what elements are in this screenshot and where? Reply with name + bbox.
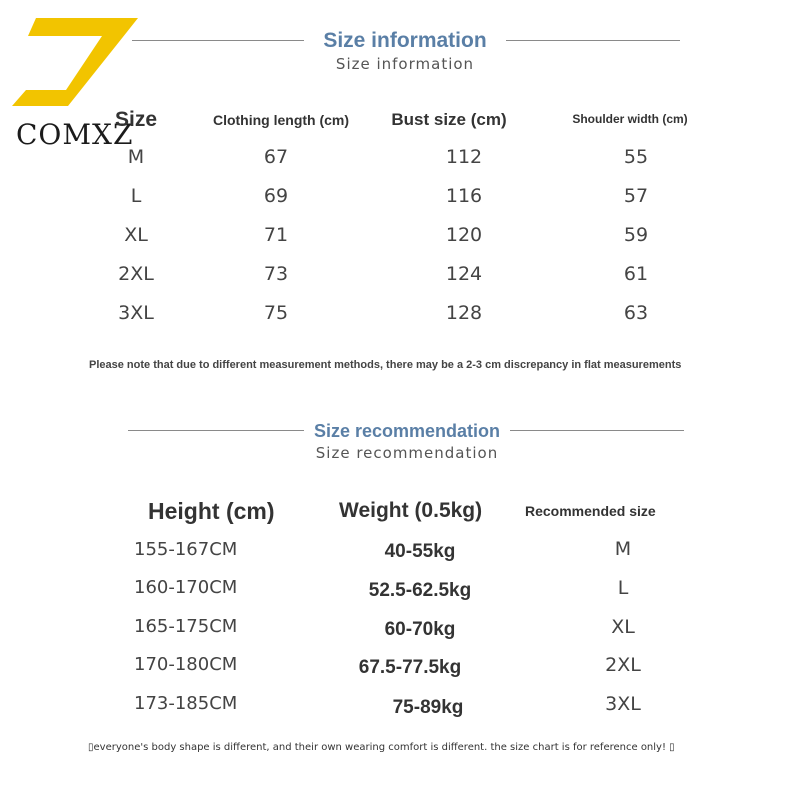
header-size: Size <box>114 108 158 131</box>
table-cell: M <box>614 538 632 560</box>
table-cell: 57 <box>623 185 649 207</box>
header-weight: Weight (0.5kg) <box>339 499 483 522</box>
table-cell: 165-175CM <box>134 616 238 637</box>
table-cell: 160-170CM <box>134 577 238 598</box>
table-cell: 124 <box>445 263 483 285</box>
section-divider-left <box>128 430 304 431</box>
section-divider-right <box>506 40 680 41</box>
header-bust-size: Bust size (cm) <box>391 110 507 129</box>
table-cell: 120 <box>445 224 483 246</box>
table-cell: 2XL <box>118 263 154 285</box>
size-rec-title: Size recommendation <box>313 421 501 441</box>
table-cell: 170-180CM <box>134 654 238 675</box>
table-cell: XL <box>124 224 148 246</box>
table-cell: 155-167CM <box>134 539 238 560</box>
section-divider-right <box>510 430 684 431</box>
measurement-note: Please note that due to different measurement methods, there may be a 2-3 cm discrepancy in flat measurements <box>89 359 682 371</box>
table-cell: 3XL <box>118 302 154 324</box>
header-shoulder-width: Shoulder width (cm) <box>572 112 688 126</box>
header-recommended-size: Recommended size <box>525 503 656 519</box>
table-cell: L <box>617 577 629 599</box>
table-cell: 73 <box>263 263 289 285</box>
table-cell: 112 <box>445 146 483 168</box>
table-cell: 63 <box>623 302 649 324</box>
section-divider-left <box>132 40 304 41</box>
table-cell: 2XL <box>605 654 641 676</box>
table-cell: 40-55kg <box>384 541 456 562</box>
table-cell: 128 <box>445 302 483 324</box>
brand-logo-z-icon <box>6 8 142 108</box>
table-cell: 75 <box>263 302 289 324</box>
table-cell: L <box>130 185 142 207</box>
size-info-subtitle: Size information <box>335 55 475 73</box>
table-cell: 59 <box>623 224 649 246</box>
size-info-title: Size information <box>323 29 487 52</box>
brand-logo-text: COMXZ <box>16 118 134 151</box>
table-cell: 3XL <box>605 693 641 715</box>
table-cell: 69 <box>263 185 289 207</box>
table-cell: 71 <box>263 224 289 246</box>
table-cell: 55 <box>623 146 649 168</box>
table-cell: XL <box>611 616 635 638</box>
header-height: Height (cm) <box>148 498 275 524</box>
disclaimer-footer: ▯everyone's body shape is different, and their own wearing comfort is different. the size chart is for reference only! ▯ <box>88 742 675 753</box>
table-cell: 60-70kg <box>384 619 456 640</box>
header-clothing-length: Clothing length (cm) <box>212 112 350 128</box>
table-cell: 61 <box>623 263 649 285</box>
size-rec-subtitle: Size recommendation <box>315 444 499 462</box>
table-cell: 52.5-62.5kg <box>368 580 472 601</box>
table-cell: 67 <box>263 146 289 168</box>
table-cell: 67.5-77.5kg <box>358 657 462 678</box>
table-cell: M <box>127 146 145 168</box>
table-cell: 173-185CM <box>134 693 238 714</box>
table-cell: 116 <box>445 185 483 207</box>
table-cell: 75-89kg <box>392 697 464 718</box>
